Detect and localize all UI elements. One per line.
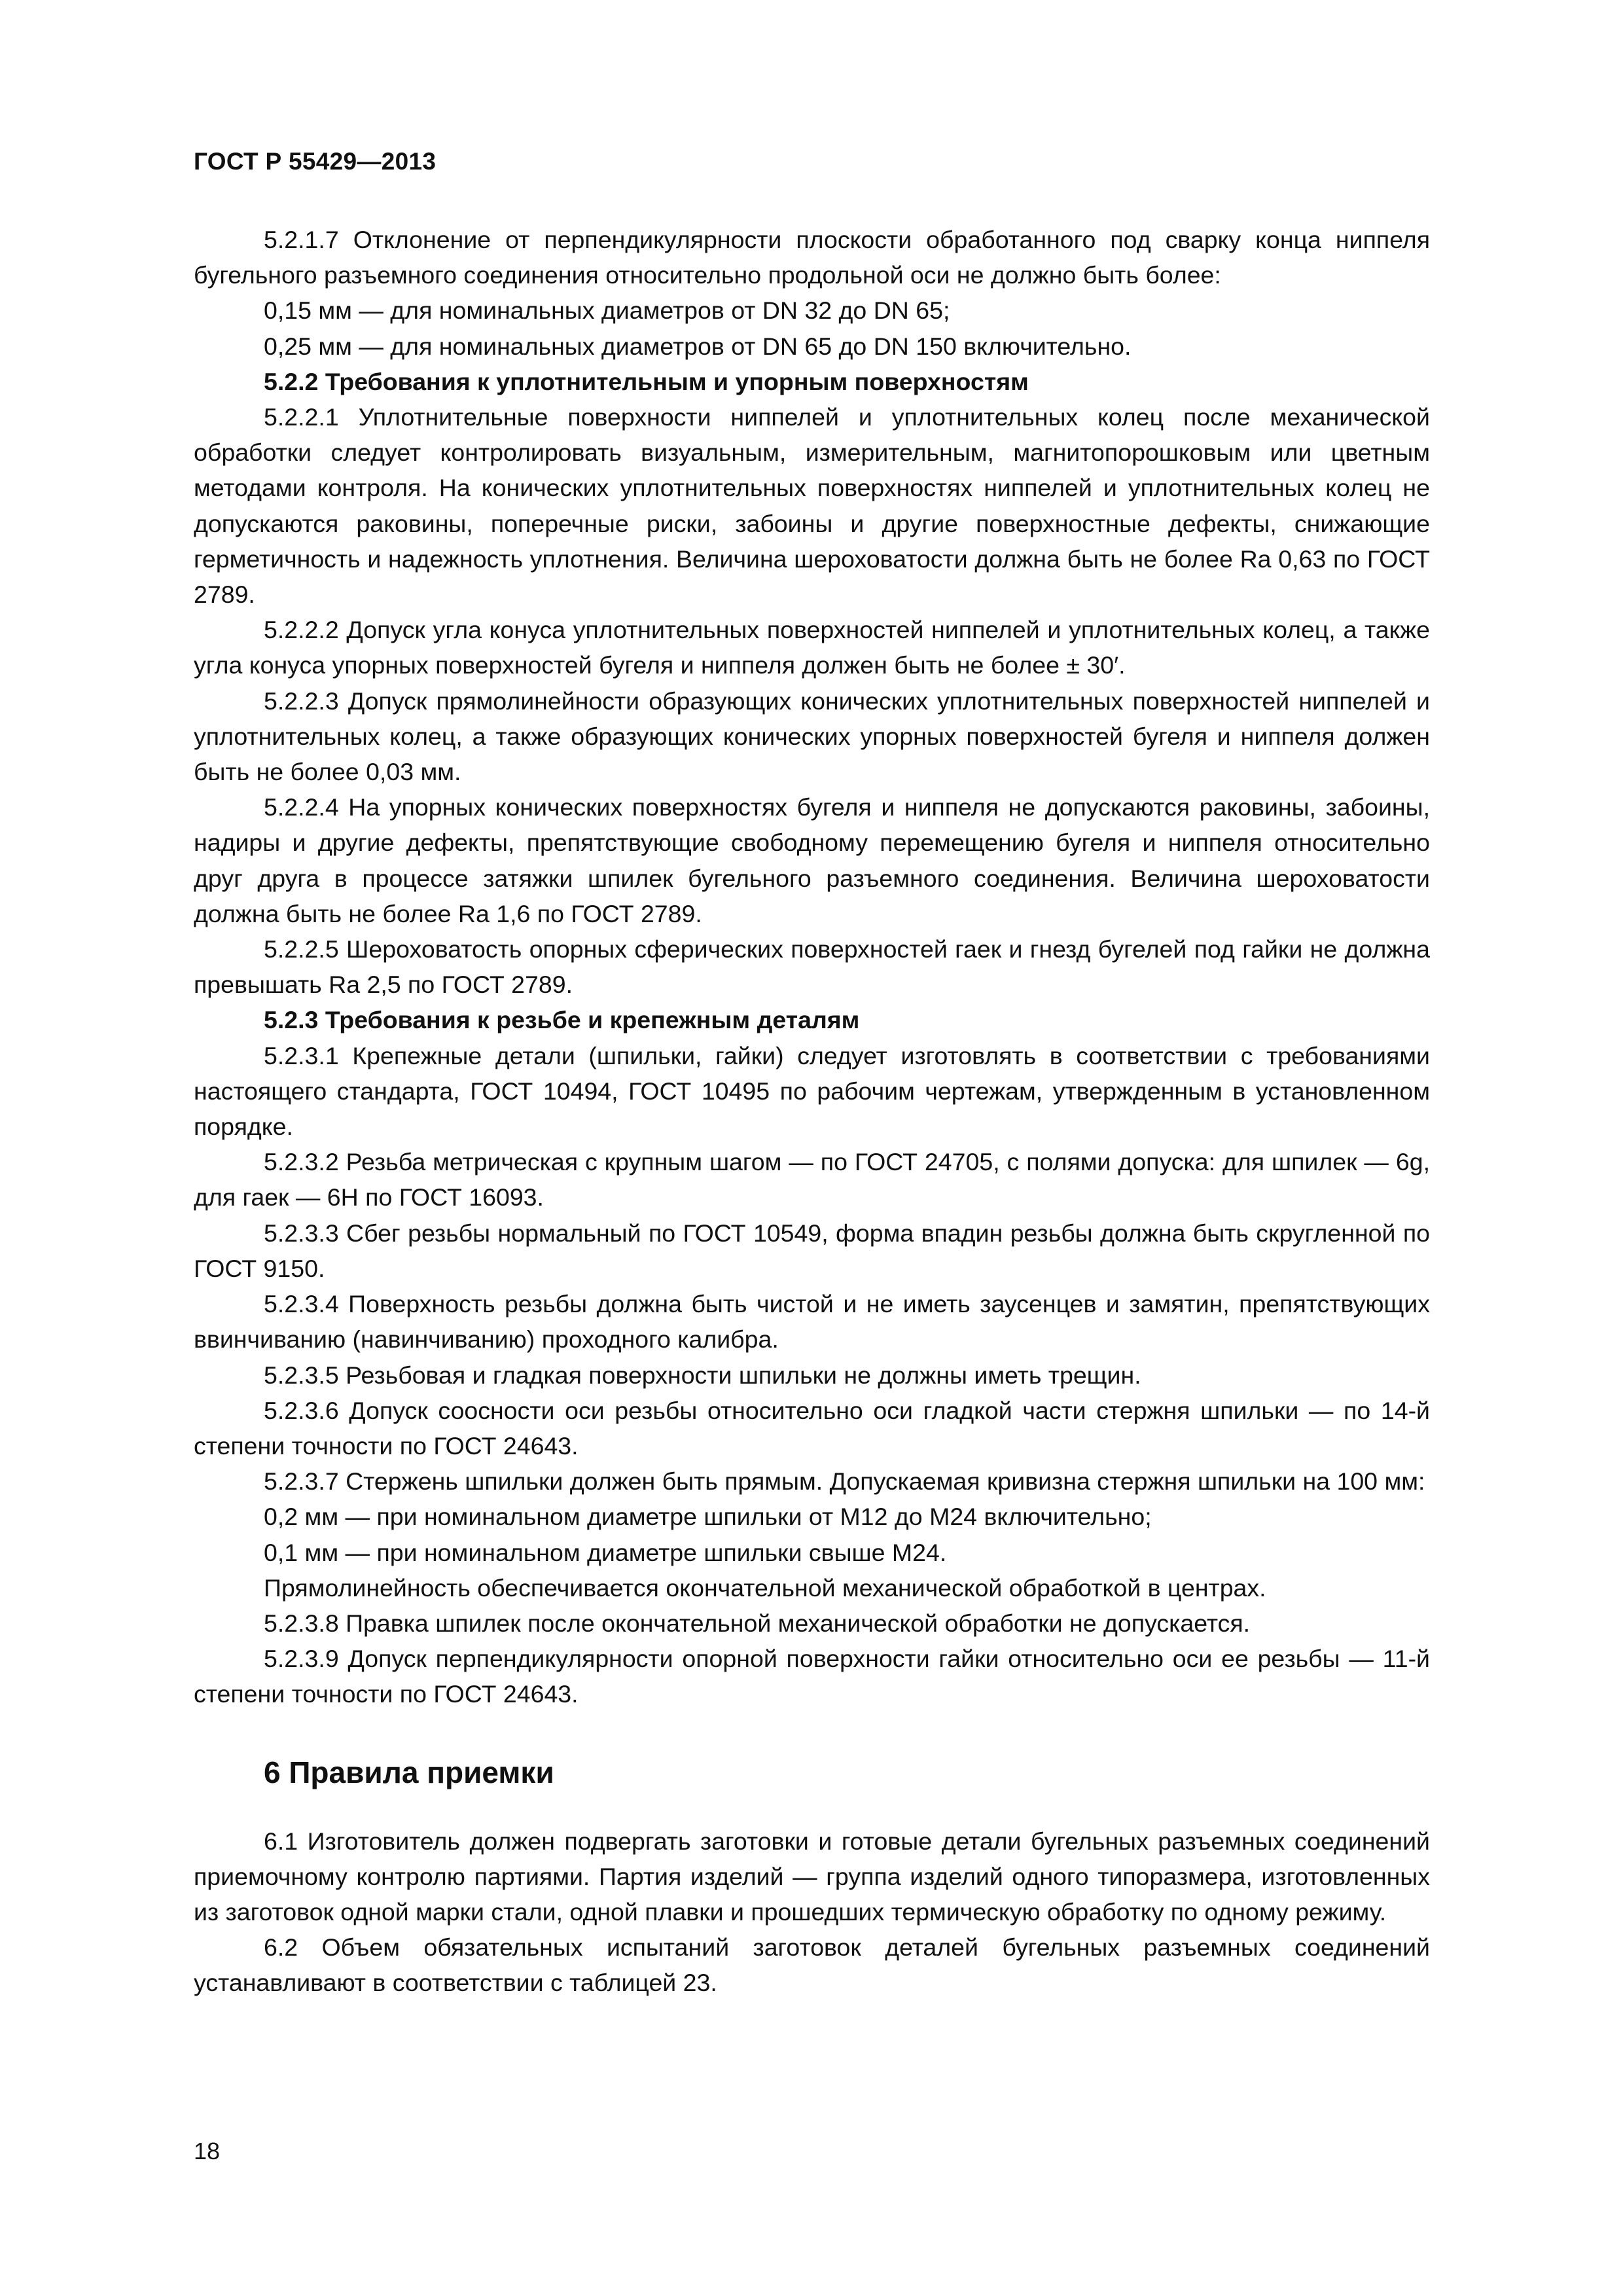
paragraph: 0,25 мм — для номинальных диаметров от DN 65 до DN 150 включительно. [264, 332, 1132, 360]
document-body [194, 222, 1430, 2001]
paragraph: 5.2.3.3 Сбег резьбы нормальный по ГОСТ 10549, форма впадин резьбы должна быть скругленной по ГОСТ 9150. [194, 1219, 1430, 1282]
document-code-header: ГОСТ Р 55429—2013 [194, 148, 437, 175]
paragraph: 5.2.3.8 Правка шпилек после окончательной механической обработки не допускается. [264, 1609, 1251, 1637]
subsection-heading: 5.2.2 Требования к уплотнительным и упорным поверхностям [264, 367, 1029, 395]
paragraph: 5.2.2.5 Шероховатость опорных сферических поверхностей гаек и гнезд бугелей под гайки не должна превышать Ra 2,5 по ГОСТ 2789. [194, 935, 1430, 999]
paragraph: Прямолинейность обеспечивается окончательной механической обработкой в центрах. [264, 1573, 1266, 1602]
paragraph: 6.2 Объем обязательных испытаний заготовок деталей бугельных разъемных соединений устанавливают в соответствии с таблицей 23. [194, 1933, 1430, 1997]
paragraph: 0,2 мм — при номинальном диаметре шпильки от М12 до М24 включительно; [264, 1503, 1152, 1531]
paragraph: 5.2.3.1 Крепежные детали (шпильки, гайки) следует изготовлять в соответствии с требованиями настоящего стандарта, ГОСТ 10494, ГОСТ 10495 по рабочим чертежам, утвержденным в установленном порядке. [194, 1041, 1430, 1141]
paragraph: 5.2.2.3 Допуск прямолинейности образующих конических уплотнительных поверхностей ниппелей и уплотнительных колец, а также образующих конических упорных поверхностей бугеля и ниппеля должен быть не более 0,03 мм. [194, 687, 1430, 786]
paragraph: 5.2.3.6 Допуск соосности оси резьбы относительно оси гладкой части стержня шпильки — по 14-й степени точности по ГОСТ 24643. [194, 1396, 1430, 1460]
paragraph: 5.2.3.7 Стержень шпильки должен быть прямым. Допускаемая кривизна стержня шпильки на 100 мм: [264, 1467, 1425, 1496]
paragraph: 5.2.3.5 Резьбовая и гладкая поверхности шпильки не должны иметь трещин. [264, 1361, 1141, 1389]
subsection-heading: 5.2.3 Требования к резьбе и крепежным деталям [264, 1006, 860, 1034]
paragraph: 5.2.3.2 Резьба метрическая с крупным шагом — по ГОСТ 24705, с полями допуска: для шпилек — 6g, для гаек — 6H по ГОСТ 16093. [194, 1148, 1430, 1211]
page-number: 18 [194, 2138, 221, 2164]
paragraph: 5.2.2.1 Уплотнительные поверхности ниппелей и уплотнительных колец после механической обработки следует контролировать визуальным, измерительным, магнитопорошковым или цветным методами контроля. На конических уплотнительных поверхностях ниппелей и уплотнительных колец не допускаются раковины, поперечные риски, забоины и другие поверхностные дефекты, снижающие герметичность и надежность уплотнения. Величина шероховатости должна быть не более Ra 0,63 по ГОСТ 2789. [194, 403, 1430, 609]
paragraph: 0,1 мм — при номинальном диаметре шпильки свыше М24. [264, 1538, 947, 1566]
paragraph: 5.2.2.2 Допуск угла конуса уплотнительных поверхностей ниппелей и уплотнительных колец, а также угла конуса упорных поверхностей бугеля и ниппеля должен быть не более ± 30′. [194, 616, 1430, 679]
paragraph: 5.2.2.4 На упорных конических поверхностях бугеля и ниппеля не допускаются раковины, забоины, надиры и другие дефекты, препятствующие свободному перемещению бугеля и ниппеля относительно друг друга в процессе затяжки шпилек бугельного разъемного соединения. Величина шероховатости должна быть не более Ra 1,6 по ГОСТ 2789. [194, 793, 1430, 927]
section-6-block [194, 1823, 1430, 2001]
section-heading: 6 Правила приемки [264, 1755, 554, 1789]
paragraph: 5.2.3.4 Поверхность резьбы должна быть чистой и не иметь заусенцев и замятин, препятствующих ввинчиванию (навинчиванию) проходного калибра. [194, 1290, 1430, 1354]
section-5-2-block [194, 222, 1430, 1712]
paragraph: 5.2.1.7 Отклонение от перпендикулярности плоскости обработанного под сварку конца ниппеля бугельного разъемного соединения относительно продольной оси не должно быть более: [194, 226, 1430, 289]
paragraph: 6.1 Изготовитель должен подвергать заготовки и готовые детали бугельных разъемных соединений приемочному контролю партиями. Партия изделий — группа изделий одного типоразмера, изготовленных из заготовок одной марки стали, одной плавки и прошедших термическую обработку по одному режиму. [194, 1827, 1430, 1926]
paragraph: 0,15 мм — для номинальных диаметров от DN 32 до DN 65; [264, 296, 950, 325]
paragraph: 5.2.3.9 Допуск перпендикулярности опорной поверхности гайки относительно оси ее резьбы — 11-й степени точности по ГОСТ 24643. [194, 1645, 1430, 1708]
